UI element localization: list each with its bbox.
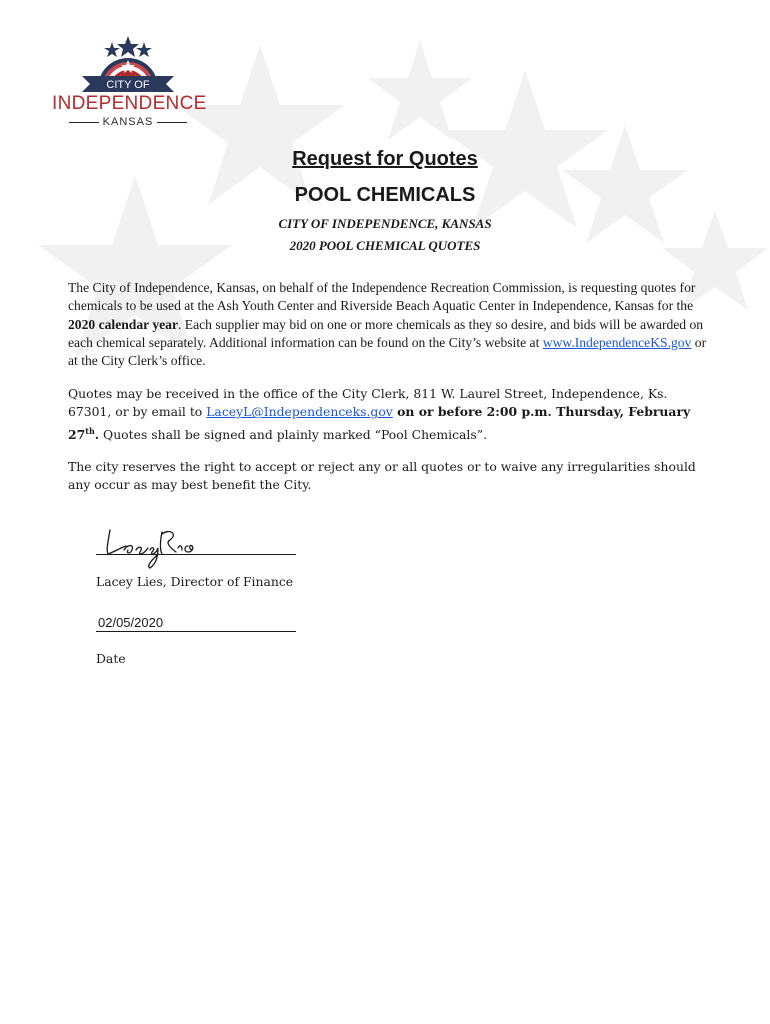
paragraph-submission	[68, 385, 708, 444]
deadline-bold: on or before 2:00 p.m. Thursday, February 27	[68, 404, 691, 442]
logo-top-text: CITY OF	[106, 79, 150, 91]
date-line	[96, 631, 296, 632]
logo-main-text: INDEPENDENCE	[52, 93, 207, 114]
intro-text-2: . Each supplier may bid on one or more chemicals as they so desire, and bids will be awarded on each chemical separately. Additional information can be found on the City’s website at	[68, 316, 704, 350]
paragraph-intro	[68, 279, 708, 370]
signer-name: Lacey Lies, Director of Finance	[96, 574, 294, 589]
logo-sub-text: KANSAS	[102, 116, 154, 128]
date-value: 02/05/2020	[98, 615, 164, 630]
handwritten-signature	[96, 520, 296, 570]
document-subtitle: POOL CHEMICALS	[294, 184, 476, 206]
email-link[interactable]: LaceyL@Independenceks.gov	[206, 404, 393, 420]
paragraph-reservation: The city reserves the right to accept or reject any or all quotes or to waive any irregularities should any occur as may best benefit the City.	[68, 459, 696, 493]
submission-text-2: Quotes shall be signed and plainly marked “Pool Chemicals”.	[99, 426, 488, 442]
intro-text-3: or at the City Clerk’s office.	[68, 334, 707, 369]
logo-sub-line	[52, 116, 204, 128]
deadline-sup: th	[85, 425, 95, 436]
logo-wordmark	[52, 92, 207, 128]
submission-text: Quotes may be received in the office of the City Clerk, 811 W. Laurel Street, Independence, Ks. 67301, or by email to	[68, 386, 668, 420]
logo-rule-right	[157, 122, 187, 123]
logo-rule-left	[69, 122, 99, 123]
document-title: Request for Quotes	[292, 148, 478, 170]
heading-city: CITY OF INDEPENDENCE, KANSAS	[278, 216, 492, 231]
date-label: Date	[96, 651, 126, 666]
intro-text: The City of Independence, Kansas, on behalf of the Independence Recreation Commission, is requesting quotes for chemicals to be used at the Ash Youth Center and Riverside Beach Aquatic Center in Independence, Kansas for the	[68, 280, 696, 314]
heading-quotes: 2020 POOL CHEMICAL QUOTES	[289, 238, 481, 253]
website-link[interactable]: www.IndependenceKS.gov	[542, 334, 692, 350]
intro-bold: 2020 calendar year	[68, 316, 178, 332]
deadline-period: .	[94, 426, 100, 442]
signature-line	[96, 554, 296, 555]
